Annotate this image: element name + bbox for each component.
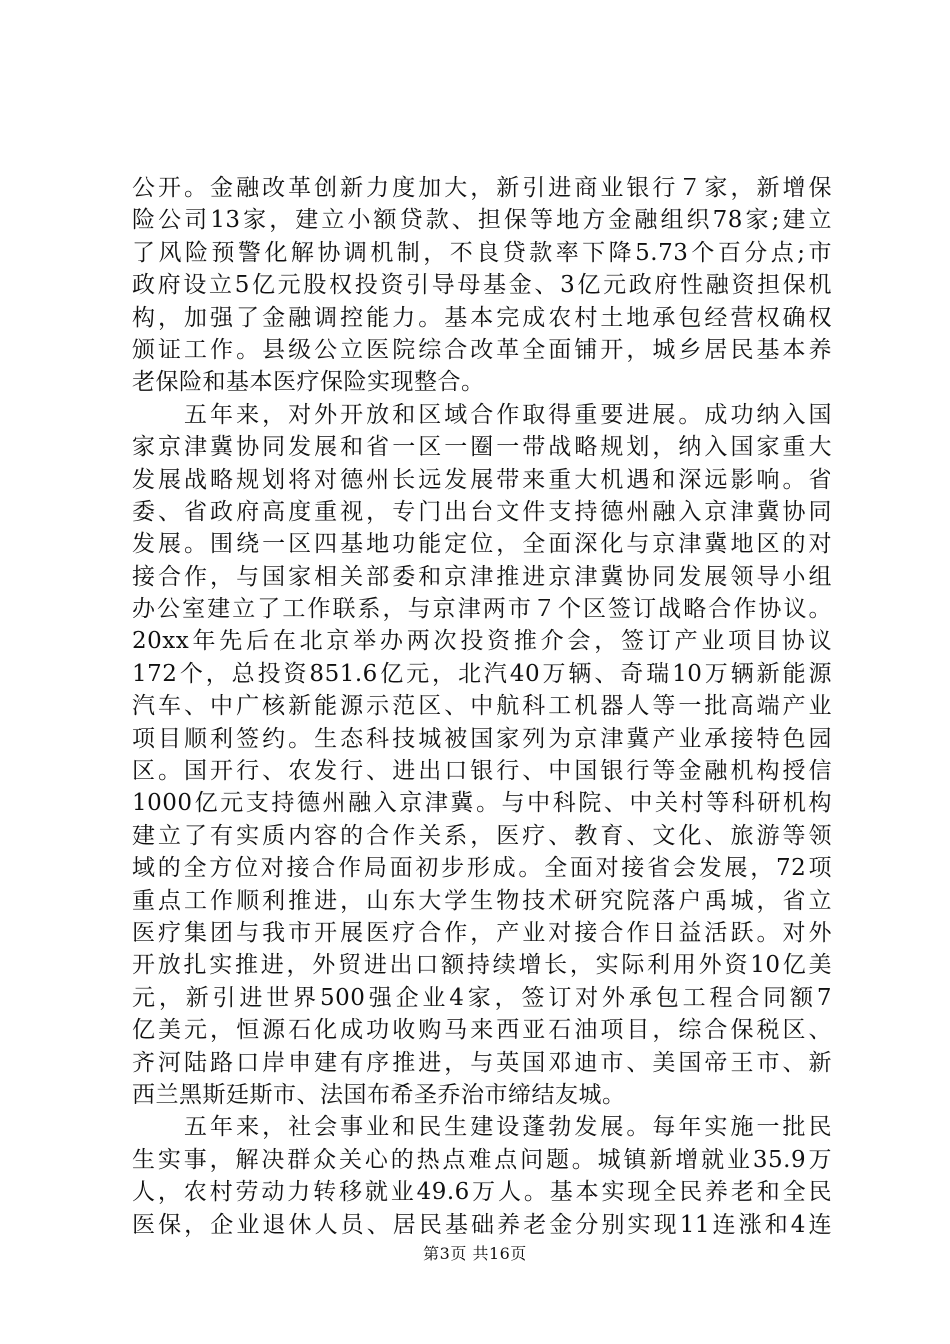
text-line: 建立了有实质内容的合作关系，医疗、教育、文化、旅游等领 (132, 822, 832, 849)
text-line: 颁证工作。县级公立医院综合改革全面铺开，城乡居民基本养 (132, 336, 832, 363)
text-line: 1000亿元支持德州融入京津冀。与中科院、中关村等科研机构 (132, 790, 832, 817)
text-line: 重点工作顺利推进，山东大学生物技术研究院落户禹城，省立 (132, 887, 832, 914)
text-line: 了风险预警化解协调机制，不良贷款率下降5.73个百分点;市 (132, 239, 832, 266)
text-line: 亿美元，恒源石化成功收购马来西亚石油项目，综合保税区、 (132, 1017, 832, 1044)
text-line: 项目顺利签约。生态科技城被国家列为京津冀产业承接特色园 (132, 725, 832, 752)
text-line: 医疗集团与我市开展医疗合作，产业对接合作日益活跃。对外 (132, 919, 832, 946)
text-line: 公开。金融改革创新力度加大，新引进商业银行７家，新增保 (132, 175, 832, 201)
text-line: 汽车、中广核新能源示范区、中航科工机器人等一批高端产业 (132, 693, 832, 720)
text-line: 构，加强了金融调控能力。基本完成农村土地承包经营权确权 (132, 304, 832, 331)
text-line: 老保险和基本医疗保险实现整合。 (132, 369, 485, 396)
text-line: 人，农村劳动力转移就业49.6万人。基本实现全民养老和全民 (132, 1179, 832, 1206)
text-line: 发展。围绕一区四基地功能定位，全面深化与京津冀地区的对 (132, 531, 832, 558)
text-line: 五年来，社会事业和民生建设蓬勃发展。每年实施一批民 (132, 1114, 832, 1141)
text-line: 医保，企业退休人员、居民基础养老金分别实现11连涨和4连 (132, 1211, 832, 1238)
body-text (132, 172, 832, 1241)
text-line: 西兰黑斯廷斯市、法国布希圣乔治市缔结友城。 (132, 1081, 626, 1108)
text-line: 生实事，解决群众关心的热点难点问题。城镇新增就业35.9万 (132, 1146, 832, 1173)
text-line: 开放扎实推进，外贸进出口额持续增长，实际利用外资10亿美 (132, 952, 832, 979)
text-line: 172个，总投资851.6亿元，北汽40万辆、奇瑞10万辆新能源 (132, 660, 832, 687)
text-line: 办公室建立了工作联系，与京津两市７个区签订战略合作协议。 (132, 596, 832, 623)
text-line: 政府设立5亿元股权投资引导母基金、3亿元政府性融资担保机 (132, 272, 832, 299)
text-line: 险公司13家，建立小额贷款、担保等地方金融组织78家;建立 (132, 207, 832, 234)
text-line: 区。国开行、农发行、进出口银行、中国银行等金融机构授信 (132, 758, 832, 785)
text-line: 元，新引进世界500强企业4家，签订对外承包工程合同额7 (132, 984, 832, 1011)
text-line: 发展战略规划将对德州长远发展带来重大机遇和深远影响。省 (132, 466, 832, 493)
page-footer: 第3页 共16页 (423, 1244, 527, 1263)
text-line: 家京津冀协同发展和省一区一圈一带战略规划，纳入国家重大 (132, 434, 832, 461)
text-line: 委、省政府高度重视，专门出台文件支持德州融入京津冀协同 (132, 498, 832, 525)
text-line: 20xx年先后在北京举办两次投资推介会，签订产业项目协议 (132, 628, 832, 655)
text-line: 域的全方位对接合作局面初步形成。全面对接省会发展，72项 (132, 855, 832, 882)
text-line: 接合作，与国家相关部委和京津推进京津冀协同发展领导小组 (132, 563, 832, 590)
text-line: 五年来，对外开放和区域合作取得重要进展。成功纳入国 (132, 401, 832, 428)
text-line: 齐河陆路口岸申建有序推进，与英国邓迪市、美国帝王市、新 (132, 1049, 832, 1076)
